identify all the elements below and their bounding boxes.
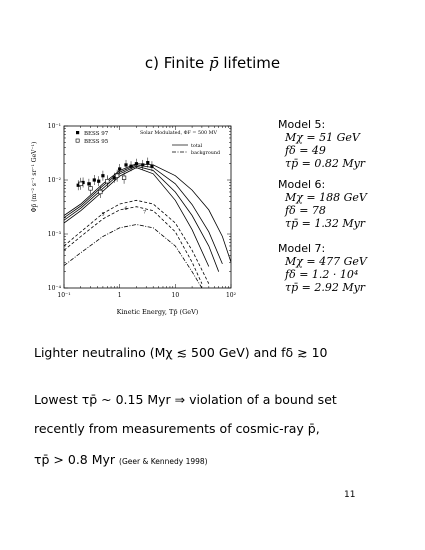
model-7-fdelta: fδ = 1.2 · 10⁴ [285,268,359,281]
text-line-4-main: τp̄ > 0.8 Myr [34,452,116,467]
model-6-name: Model 6: [278,178,326,191]
bess97-point [93,178,96,181]
bess97-point [87,182,90,185]
bess97-point [129,165,132,168]
chart-canvas [28,110,278,320]
bess95-point [115,174,119,178]
series-line-3 [64,168,209,267]
model-6-tau: τp̄ = 1.32 Myr [285,217,366,230]
model-6-mass: Mχ = 188 GeV [285,191,367,204]
y-tick-label: 10⁻¹ [47,123,61,130]
chart-annotation: Solar Modulated, ΦF = 500 MV [140,131,218,136]
legend-marker-bess95 [76,139,79,142]
curve-marker-7: 7 [142,209,147,216]
curve-marker-5: 5 [101,211,105,218]
bess97-point [97,180,100,183]
bess97-point [101,174,104,177]
bess95-point [106,179,110,183]
x-tick-label: 1 [117,292,122,299]
x-tick-label: 10 [171,292,180,299]
text-line-2: Lowest τp̄ ~ 0.15 Myr ⇒ violation of a bound set [34,392,337,407]
text-line-1: Lighter neutralino (Mχ ≲ 500 GeV) and fδ ≳ 10 [34,345,328,360]
y-tick-label: 10⁻³ [47,231,61,238]
model-7-tau: τp̄ = 2.92 Myr [285,281,366,294]
model-5-fdelta: fδ = 49 [285,144,326,157]
bess97-point [118,167,121,170]
model-5-mass: Mχ = 51 GeV [285,131,360,144]
series-line-4 [64,200,209,283]
x-tick-label: 10⁻¹ [57,292,71,299]
bess95-point [89,187,93,191]
y-tick-label: 10⁻² [47,177,61,184]
antiproton-flux-chart [28,110,278,320]
legend-label-total: total [191,144,203,149]
legend-marker-bess97 [76,131,79,134]
bess95-point [99,190,103,194]
bess97-point [150,165,153,168]
series-line-2 [64,166,219,272]
curve-marker-6: 6 [124,205,128,212]
y-tick-label: 10⁻⁴ [47,285,61,292]
reference-citation: (Geer & Kennedy 1998) [119,457,208,466]
bess97-point [135,162,138,165]
series-line-5 [64,207,202,284]
model-7-mass: Mχ = 477 GeV [285,255,367,268]
model-6-block [278,178,367,230]
bess97-point [141,163,144,166]
text-line-3: recently from measurements of cosmic-ray p̄, [34,421,320,436]
x-tick-label: 10² [225,292,237,299]
series-line-0 [64,164,231,263]
bess97-point [146,161,149,164]
model-7-block [278,242,367,294]
y-axis-label: Φp̄ (m⁻² s⁻¹ sr⁻¹ GeV⁻¹) [31,141,38,213]
model-5-name: Model 5: [278,118,326,131]
page-title: c) Finite p̄ lifetime [144,54,281,72]
model-6-fdelta: fδ = 78 [285,204,326,217]
x-axis-label: Kinetic Energy, Tp̄ (GeV) [116,308,199,316]
model-7-name: Model 7: [278,242,326,255]
model-5-block [278,118,365,170]
model-5-tau: τp̄ = 0.82 Myr [285,157,366,170]
legend-label-bess97: BESS 97 [84,131,109,137]
series-line-6 [64,225,202,289]
bess95-point [79,182,83,186]
bess97-point [124,163,127,166]
page-number: 11 [344,490,356,500]
legend-label-bess95: BESS 95 [84,139,109,145]
text-line-4 [34,452,208,467]
legend-label-background: background [191,151,221,156]
bess95-point [122,176,126,180]
